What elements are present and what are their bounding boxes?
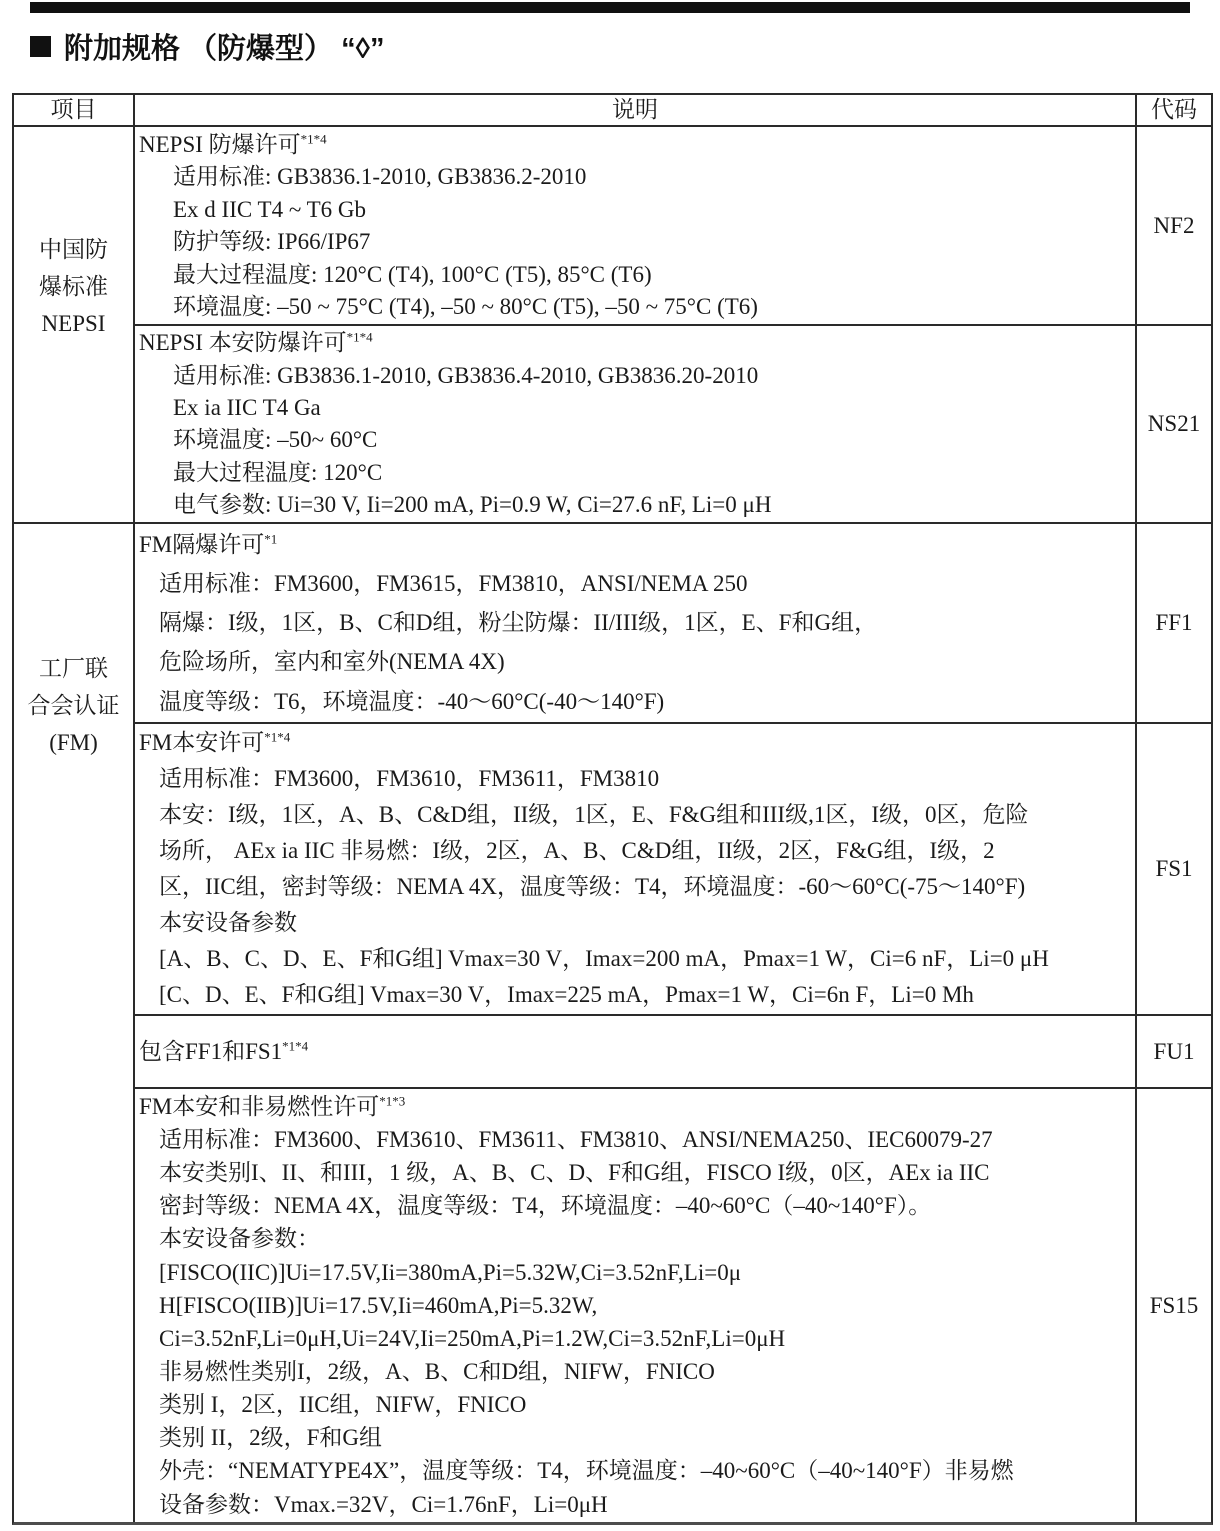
spec-detail-line: 适用标准：FM3600、FM3610、FM3611、FM3810、ANSI/NEMA250、IEC60079-27 — [159, 1126, 993, 1152]
code-cell: NS21 — [1135, 326, 1211, 522]
item-label-line: NEPSI — [41, 311, 106, 336]
item-label-line: 合会认证 — [27, 693, 120, 718]
spec-detail-line: Ex d IIC T4 ~ T6 Gb — [173, 196, 367, 222]
spec-detail-line: [C、D、E、F和G组] Vmax=30 V，Imax=225 mA，Pmax=1 W，Ci=6n F，Li=0 Mh — [159, 982, 974, 1008]
spec-row — [135, 127, 1211, 324]
spec-footnote-superscript: *1*4 — [300, 130, 327, 146]
spec-detail-line: 最大过程温度: 120°C (T4), 100°C (T5), 85°C (T6) — [173, 261, 652, 287]
spec-title: FM隔爆许可 — [139, 531, 265, 557]
spec-row — [135, 722, 1211, 1014]
spec-title: FM本安和非易燃性许可 — [139, 1093, 380, 1119]
spec-title-line — [139, 728, 1129, 757]
spec-row — [135, 324, 1211, 522]
section-title — [30, 26, 384, 67]
group-rows — [135, 524, 1211, 1522]
spec-detail-line: 本安：I级，1区，A、B、C&D组，II级，1区，E、F&G组和III级,1区，I级，0区，危险 — [159, 802, 1029, 828]
description-cell — [135, 524, 1135, 722]
spec-detail-line: 区，IIC组，密封等级：NEMA 4X，温度等级：T4，环境温度：-60～60°C(-75～140°F) — [159, 874, 1026, 900]
spec-footnote-superscript: *1*3 — [379, 1093, 406, 1109]
spec-detail-line: 适用标准：FM3600，FM3610，FM3611，FM3810 — [159, 766, 660, 792]
page-top-rule — [30, 2, 1190, 13]
spec-detail-line: 本安类别I、II、和III，1 级，A、B、C、D、F和G组，FISCO I级，0区，AEx ia IIC — [159, 1160, 990, 1186]
section-title-text: 附加规格 （防爆型） “◊” — [64, 33, 385, 65]
spec-title-line — [139, 130, 1129, 159]
spec-detail-line: 适用标准: GB3836.1-2010, GB3836.2-2010 — [173, 164, 587, 190]
code-cell: FU1 — [1135, 1016, 1211, 1087]
spec-detail-line: 密封等级：NEMA 4X，温度等级：T4，环境温度：–40~60°C（–40~140°F）。 — [159, 1193, 932, 1219]
spec-detail-line: 温度等级：T6，环境温度：-40～60°C(-40～140°F) — [159, 688, 665, 714]
certification-group — [14, 522, 1211, 1522]
description-cell — [135, 724, 1135, 1014]
spec-detail-line: 隔爆：I级，1区，B、C和D组，粉尘防爆：II/III级，1区，E、F和G组， — [159, 610, 878, 636]
spec-detail-line: 非易燃性类别I，2级，A、B、C和D组，NIFW，FNICO — [159, 1358, 715, 1384]
spec-detail-line: Ex ia IIC T4 Ga — [173, 395, 321, 421]
spec-row — [135, 1087, 1211, 1522]
item-header-cell: 项目 — [14, 95, 135, 125]
spec-detail-line: [FISCO(IIC)]Ui=17.5V,Ii=380mA,Pi=5.32W,Ci=3.52nF,Li=0μ — [159, 1259, 742, 1285]
spec-detail-line: 最大过程温度: 120°C — [173, 459, 383, 485]
spec-title-line — [139, 1037, 1129, 1066]
spec-footnote-superscript: *1*4 — [282, 1038, 309, 1054]
spec-detail-line: 本安设备参数： — [159, 1226, 320, 1252]
description-cell — [135, 1089, 1135, 1522]
code-header-cell: 代码 — [1135, 95, 1211, 125]
spec-title-line — [139, 530, 1129, 559]
spec-title-line — [139, 328, 1129, 357]
spec-title: NEPSI 本安防爆许可 — [139, 330, 347, 356]
spec-row — [135, 1014, 1211, 1087]
spec-detail-line: H[FISCO(IIB)]Ui=17.5V,Ii=460mA,Pi=5.32W, — [159, 1292, 598, 1318]
spec-row — [135, 524, 1211, 722]
spec-title: 包含FF1和FS1 — [139, 1038, 283, 1064]
spec-title: NEPSI 防爆许可 — [139, 131, 301, 157]
description-cell — [135, 1016, 1135, 1087]
code-cell: FS1 — [1135, 724, 1211, 1014]
spec-detail-line: 类别 I，2区，IIC组，NIFW，FNICO — [159, 1392, 527, 1418]
description-cell — [135, 127, 1135, 324]
item-label-line: 中国防 — [39, 237, 108, 262]
description-cell — [135, 326, 1135, 522]
table-header-row — [14, 95, 1211, 127]
spec-title: FM本安许可 — [139, 730, 265, 756]
spec-detail-line: 环境温度: –50 ~ 75°C (T4), –50 ~ 80°C (T5), –50 ~ 75°C (T6) — [173, 294, 758, 320]
spec-detail-line: 环境温度: –50~ 60°C — [173, 427, 378, 453]
spec-detail-line: 适用标准：FM3600，FM3615，FM3810，ANSI/NEMA 250 — [159, 571, 748, 597]
item-cell — [14, 524, 135, 1522]
spec-detail-line: 防护等级: IP66/IP67 — [173, 229, 371, 255]
description-header-cell: 说明 — [612, 97, 658, 123]
item-label-line: 工厂联 — [39, 656, 108, 681]
spec-detail-line: [A、B、C、D、E、F和G组] Vmax=30 V，Imax=200 mA，Pmax=1 W，Ci=6 nF，Li=0 μH — [159, 946, 1049, 972]
code-cell: FS15 — [1135, 1089, 1211, 1522]
spec-footnote-superscript: *1*4 — [346, 329, 373, 345]
spec-footnote-superscript: *1 — [264, 531, 278, 547]
item-cell — [14, 127, 135, 522]
spec-detail-line: 外壳：“NEMATYPE4X”，温度等级：T4，环境温度：–40~60°C（–40~140°F）非易燃 — [159, 1458, 1014, 1484]
spec-detail-line: Ci=3.52nF,Li=0μH,Ui=24V,Ii=250mA,Pi=1.2W,Ci=3.52nF,Li=0μH — [159, 1325, 786, 1351]
spec-detail-line: 电气参数: Ui=30 V, Ii=200 mA, Pi=0.9 W, Ci=27.6 nF, Li=0 μH — [173, 492, 772, 518]
spec-detail-line: 本安设备参数 — [159, 910, 297, 936]
spec-detail-line: 设备参数：Vmax.=32V，Ci=1.76nF，Li=0μH — [159, 1491, 608, 1517]
spec-detail-line: 类别 II，2级，F和G组 — [159, 1425, 382, 1451]
certification-group — [14, 127, 1211, 522]
item-label-line: (FM) — [49, 730, 98, 755]
code-cell: NF2 — [1135, 127, 1211, 324]
group-rows — [135, 127, 1211, 522]
spec-footnote-superscript: *1*4 — [264, 729, 291, 745]
spec-detail-line: 适用标准: GB3836.1-2010, GB3836.4-2010, GB3836.20-2010 — [173, 362, 759, 388]
spec-detail-line: 危险场所，室内和室外(NEMA 4X) — [159, 649, 505, 675]
item-label-line: 爆标准 — [39, 274, 108, 299]
spec-title-line — [139, 1092, 1129, 1121]
spec-table — [12, 93, 1213, 1525]
spec-detail-line: 场所， AEx ia IIC 非易燃：I级，2区，A、B、C&D组，II级，2区，F&G组，I级，2 — [159, 838, 995, 864]
code-cell: FF1 — [1135, 524, 1211, 722]
section-marker-icon — [30, 36, 51, 57]
